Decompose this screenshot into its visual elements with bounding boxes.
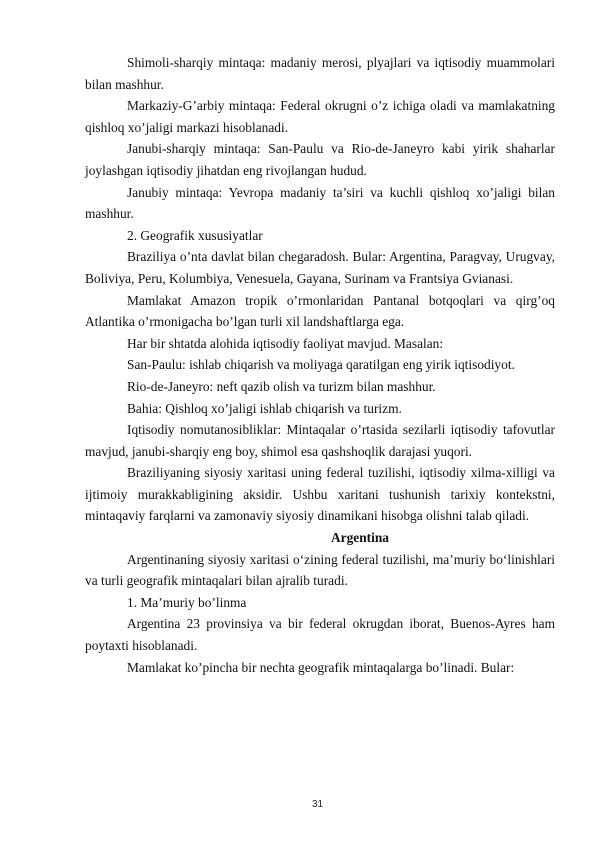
list-item: San-Paulu: ishlab chiqarish va moliyaga qaratilgan eng yirik iqtisodiyot. — [127, 357, 515, 373]
page-number: 31 — [311, 799, 324, 810]
paragraph: Janubi-sharqiy mintaqa: San-Paulu va Rio-de-Janeyro kabi yirik shaharlar joylashgan iqtisodiy jihatdan eng rivojlangan hudud. — [85, 141, 555, 178]
paragraph: Iqtisodiy nomutanosibliklar: Mintaqalar o’rtasida sezilarli iqtisodiy tafovutlar mavjud, janubi-sharqiy eng boy, shimol esa qashshoqlik darajasi yuqori. — [85, 422, 555, 459]
paragraph: Argentina 23 provinsiya va bir federal okrugdan iborat, Buenos-Ayres ham poytaxti hisoblanadi. — [85, 616, 555, 654]
paragraph: Mamlakat Amazon tropik o’rmonlaridan Pantanal botqoqlari va qirg’oq Atlantika o’rmonigacha bo’lgan turli xil landshaftlarga ega. — [85, 292, 555, 330]
paragraph: Mamlakat ko’pincha bir nechta geografik mintaqalarga bo’linadi. Bular: — [127, 659, 515, 675]
document-body — [85, 52, 555, 678]
paragraph: Braziliya o’nta davlat bilan chegaradosh. Bular: Argentina, Paragvay, Urugvay, Boliviya, Peru, Kolumbiya, Venesuela, Gayana, Surinam va Frantsiya Gvianasi. — [85, 249, 555, 286]
section-heading: 1. Ma’muriy bo’linma — [127, 594, 247, 610]
chapter-heading: Argentina — [330, 530, 390, 546]
paragraph: Har bir shtatda alohida iqtisodiy faoliyat mavjud. Masalan: — [127, 335, 444, 351]
paragraph: Braziliyaning siyosiy xaritasi uning federal tuzilishi, iqtisodiy xilma-xilligi va ijtimoiy murakkabligining aksidir. Ushbu xaritani tushunish tarixiy kontekstni, mintaqaviy farqlarni va zamonaviy siyosiy dinamikani hisobga olishni talab qiladi. — [85, 465, 555, 524]
paragraph: Janubiy mintaqa: Yevropa madaniy ta’siri va kuchli qishloq xo’jaligi bilan mashhur. — [85, 184, 555, 222]
list-item: Bahia: Qishloq xo’jaligi ishlab chiqarish va turizm. — [127, 400, 402, 416]
paragraph: Argentinaning siyosiy xaritasi o‘zining federal tuzilishi, ma’muriy bo‘linishlari va turli geografik mintaqalari bilan ajralib turadi. — [85, 551, 555, 589]
paragraph: Markaziy-G’arbiy mintaqa: Federal okrugni o’z ichiga oladi va mamlakatning qishloq xo’jaligi markazi hisoblanadi. — [85, 98, 555, 135]
paragraph: Shimoli-sharqiy mintaqa: madaniy merosi, plyajlari va iqtisodiy muammolari bilan mashhur. — [85, 55, 555, 92]
list-item: Rio-de-Janeyro: neft qazib olish va turizm bilan mashhur. — [127, 378, 436, 394]
section-heading: 2. Geografik xususiyatlar — [127, 227, 263, 243]
